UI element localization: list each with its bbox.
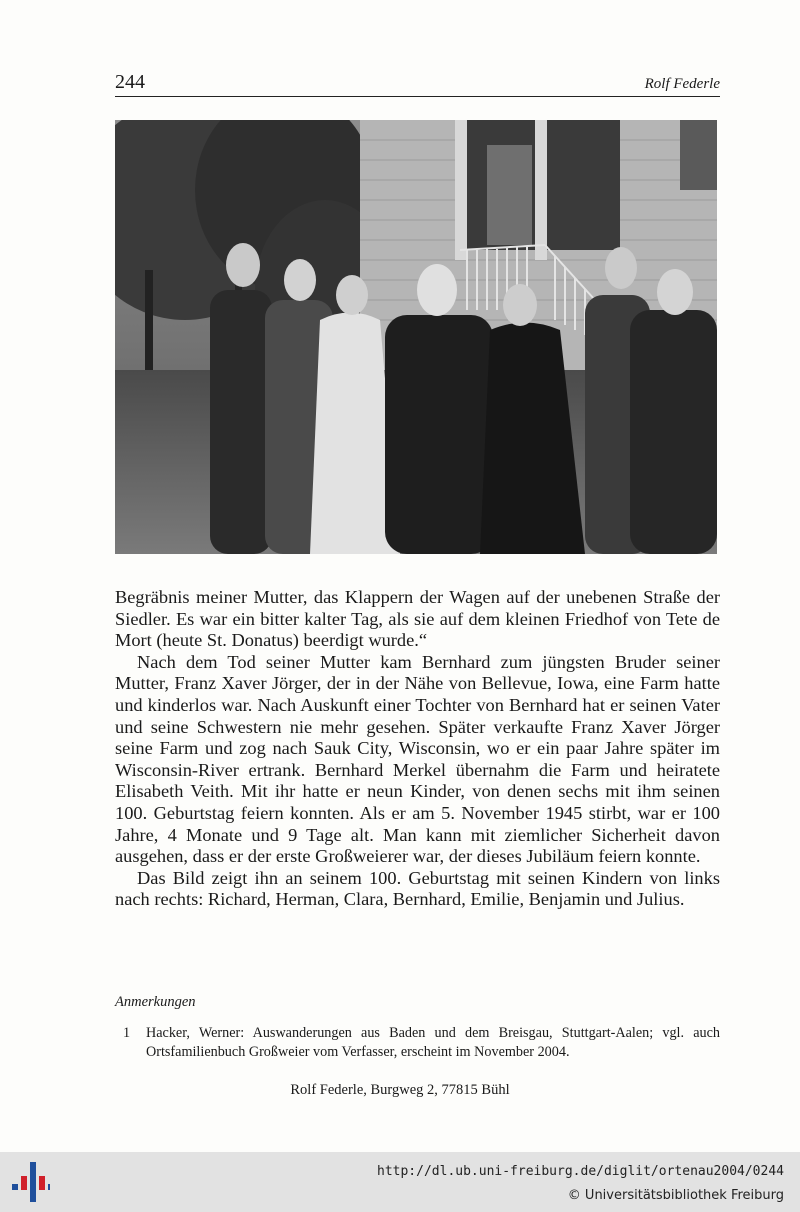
paragraph: Begräbnis meiner Mutter, das Klappern der Wagen auf der unebenen Straße der Siedler. Es war ein bitter kalter Tag, als sie auf dem kleinen Friedhof von Tete de Mort (heute St. Donatus) beerdigt wurde.“: [115, 587, 720, 651]
group-photograph: [115, 120, 717, 554]
body-text: [115, 587, 720, 911]
paragraph: Das Bild zeigt ihn an seinem 100. Geburtstag mit seinen Kindern von links nach rechts: Richard, Herman, Clara, Bernhard, Emilie, Benjamin und Julius.: [115, 867, 720, 910]
page-header: [115, 70, 720, 97]
paragraph: Nach dem Tod seiner Mutter kam Bernhard zum jüngsten Bruder seiner Mutter, Franz Xaver Jörger, der in der Nähe von Bellevue, Iowa, eine Farm hatte und kinderlos war. Nach Auskunft einer Tochter von Bernhard hat er seinen Vater und seine Schwestern nie mehr gesehen. Später verkaufte Franz Xaver Jörger seine Farm und zog nach Sauk City, Wisconsin, wo er ein paar Jahre später im Wisconsin-River ertrank. Bernhard Merkel übernahm die Farm und heiratete Elisabeth Veith. Mit ihr hatte er neun Kinder, von denen sechs mit ihm seinen 100. Geburtstag feiern konnten. Als er am 5. November 1945 stirbt, war er 100 Jahre, 4 Monate und 9 Tage alt. Man kann mit ziemlicher Sicherheit davon ausgehen, dass er der erste Großweierer war, der dieses Jubiläum feiern konnte.: [115, 651, 720, 867]
library-logo-icon: [10, 1160, 50, 1204]
notes-heading: Anmerkungen: [115, 994, 196, 1010]
digital-library-link[interactable]: http://dl.ub.uni-freiburg.de/diglit/ortenau2004/0244: [377, 1164, 784, 1179]
photograph-illustration: [115, 120, 717, 554]
copyright-notice: © Universitätsbibliothek Freiburg: [567, 1188, 784, 1203]
running-head: Rolf Federle: [644, 76, 720, 92]
footnote-text: Hacker, Werner: Auswanderungen aus Baden und dem Breisgau, Stuttgart-Aalen; vgl. auch Ortsfamilienbuch Großweier vom Verfasser, erscheint im November 2004.: [146, 1025, 720, 1060]
footer-bar: [0, 1152, 800, 1212]
footnote-number: 1: [123, 1025, 131, 1041]
author-address: Rolf Federle, Burgweg 2, 77815 Bühl: [290, 1082, 510, 1098]
page-number: 244: [115, 71, 145, 93]
